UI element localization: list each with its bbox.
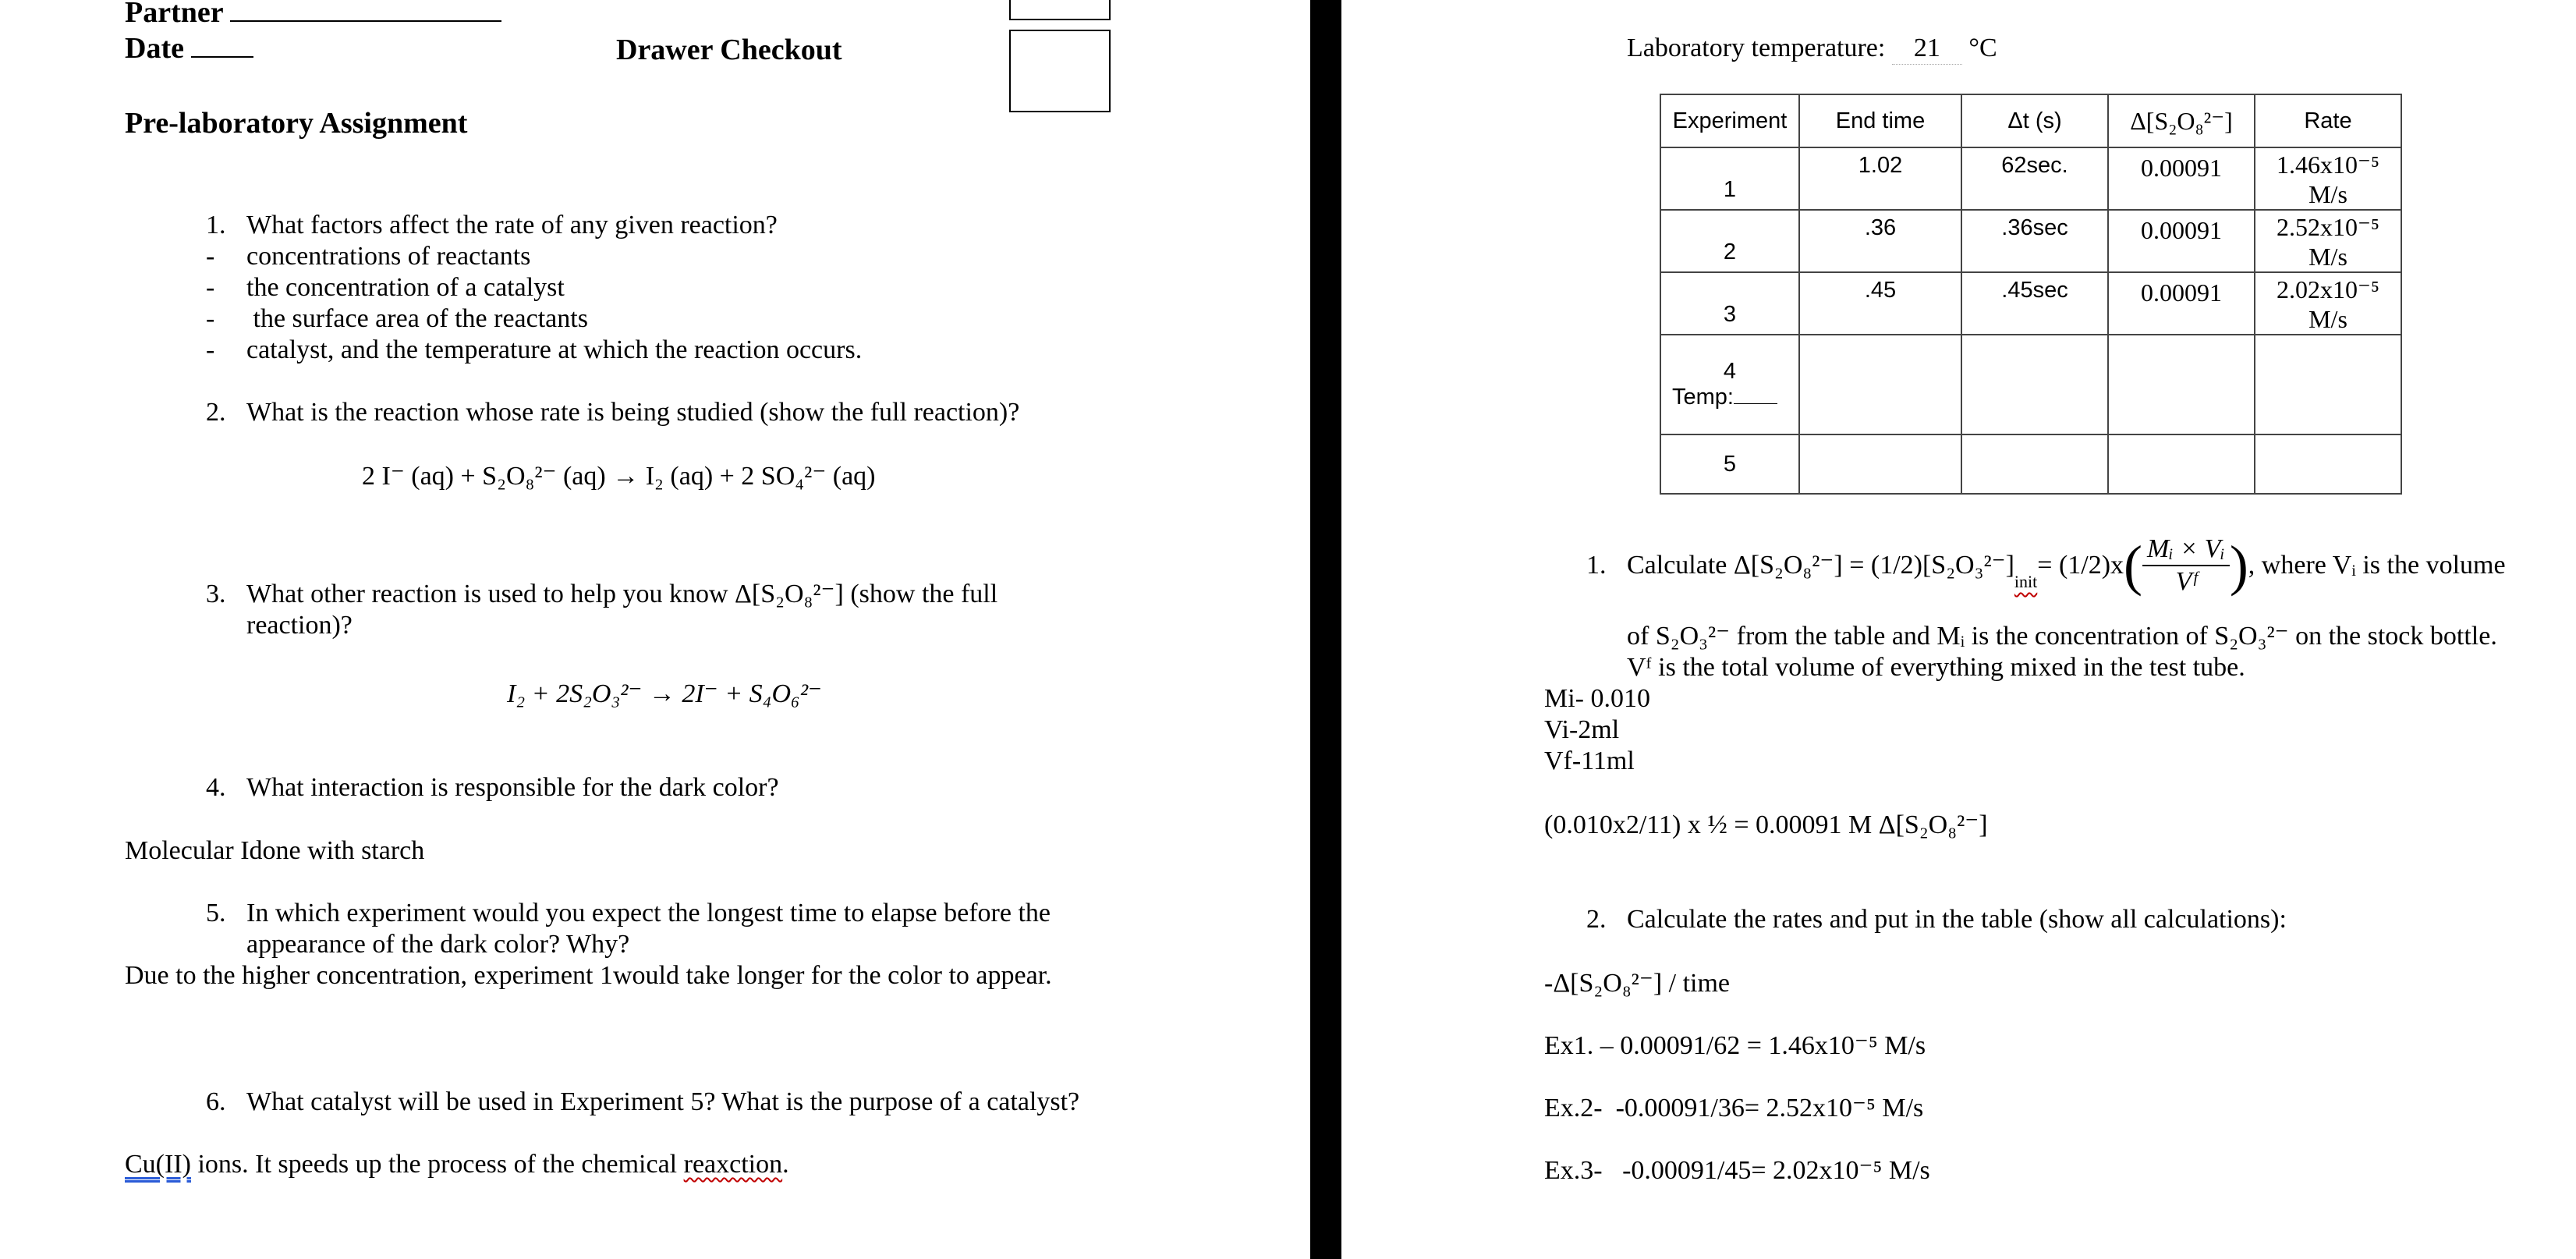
cell-delta-conc[interactable]: 0.00091	[2108, 210, 2255, 272]
calc-1-line2: of S₂O₃²⁻ from the table and Mᵢ is the concentration of S₂O₃²⁻ on the stock bottle.	[1627, 622, 2497, 651]
cell-delta-t[interactable]: .45sec	[1961, 272, 2108, 335]
partner-blank[interactable]	[230, 0, 501, 22]
answer-text: the surface area of the reactants	[246, 304, 588, 333]
table-row	[1660, 210, 2401, 272]
header-experiment: Experiment	[1660, 94, 1799, 147]
calc-1-line3: Vᶠ is the total volume of everything mixed in the test tube.	[1627, 653, 2245, 682]
table-header-row	[1660, 94, 2401, 147]
answer-1-item	[206, 303, 588, 335]
question-2	[206, 397, 1019, 428]
table-row	[1660, 272, 2401, 335]
answer-5: Due to the higher concentration, experiment 1would take longer for the color to appear.	[125, 961, 1052, 990]
bullet: -	[206, 335, 215, 364]
question-1-text: What factors affect the rate of any given reaction?	[246, 211, 778, 239]
cell-end-time[interactable]	[1799, 335, 1961, 434]
experiment-number: 1	[1723, 177, 1737, 202]
calc-1-subscript: init	[2014, 572, 2038, 591]
cell-delta-conc[interactable]: 0.00091	[2108, 272, 2255, 335]
drawer-checkout-box[interactable]	[1009, 30, 1111, 112]
question-3-line2: reaction)?	[246, 611, 353, 640]
reaction-1: 2 I⁻ (aq) + S₂O₈²⁻ (aq) → I₂ (aq) + 2 SO₄²⁻ (aq)	[362, 462, 876, 491]
reaction-2: I₂ + 2S₂O₃²⁻ → 2I⁻ + S₄O₆²⁻	[507, 679, 822, 708]
cell-delta-t[interactable]	[1961, 434, 2108, 494]
cell-delta-conc[interactable]: 0.00091	[2108, 147, 2255, 210]
experiment-number: 3	[1723, 302, 1737, 327]
paren-open: (	[2124, 534, 2143, 597]
cell-end-time[interactable]	[1799, 434, 1961, 494]
question-4	[206, 772, 779, 803]
rate-calc-line: Ex.2- -0.00091/36= 2.52x10⁻⁵ M/s	[1544, 1094, 1924, 1122]
cell-rate[interactable]: 1.46x10⁻⁵ M/s	[2255, 147, 2401, 210]
fraction-denominator: Vᶠ	[2175, 567, 2197, 596]
temp-blank[interactable]	[1734, 386, 1777, 404]
cell-rate[interactable]	[2255, 434, 2401, 494]
table-row	[1660, 434, 2401, 494]
cell-experiment	[1660, 210, 1799, 272]
cell-end-time[interactable]: .36	[1799, 210, 1961, 272]
question-5-number: 5.	[206, 899, 226, 927]
answer-6	[125, 1149, 789, 1180]
cell-rate[interactable]: 2.52x10⁻⁵ M/s	[2255, 210, 2401, 272]
drawer-checkout-label: Drawer Checkout	[616, 34, 842, 66]
cell-end-time[interactable]: 1.02	[1799, 147, 1961, 210]
temp-label: Temp:	[1672, 385, 1734, 410]
question-4-text: What interaction is responsible for the dark color?	[246, 773, 779, 802]
data-table	[1660, 94, 2402, 495]
cell-delta-t[interactable]	[1961, 335, 2108, 434]
given-value: Vi-2ml	[1544, 715, 1620, 744]
calc-1-line1	[1586, 534, 2506, 598]
cell-end-time[interactable]: .45	[1799, 272, 1961, 335]
answer-6-misspelled-word: reaxction	[683, 1150, 783, 1179]
question-6-number: 6.	[206, 1087, 226, 1116]
question-3	[206, 579, 997, 610]
header-delta-conc: Δ[S₂O₈²⁻]	[2108, 94, 2255, 147]
question-5	[206, 898, 1051, 929]
calc-1-prefix: Calculate Δ[S₂O₈²⁻] = (1/2)[S₂O₃²⁻]	[1627, 551, 2014, 580]
lab-temperature	[1627, 33, 1997, 65]
header-end-time: End time	[1799, 94, 1961, 147]
cell-experiment	[1660, 147, 1799, 210]
date-label: Date	[125, 32, 184, 65]
page-divider	[1310, 0, 1341, 1259]
question-5-text: In which experiment would you expect the longest time to elapse before the	[246, 899, 1051, 927]
cell-experiment	[1660, 272, 1799, 335]
calc-2-text: Calculate the rates and put in the table (show all calculations):	[1627, 905, 2287, 934]
header-rate: Rate	[2255, 94, 2401, 147]
answer-1-item	[206, 241, 530, 272]
checkbox-top[interactable]	[1009, 0, 1111, 20]
experiment-number: 2	[1723, 239, 1737, 264]
fraction-numerator: Mᵢ × Vᵢ	[2142, 534, 2230, 566]
cell-experiment: 5	[1660, 434, 1799, 494]
answer-1-item	[206, 335, 862, 366]
question-6	[206, 1087, 1079, 1118]
section-title: Pre-laboratory Assignment	[125, 107, 468, 140]
answer-6-period: .	[782, 1150, 789, 1179]
question-3-number: 3.	[206, 580, 226, 608]
temp-field[interactable]	[1661, 385, 1798, 410]
question-1	[206, 210, 778, 241]
answer-text: catalyst, and the temperature at which the reaction occurs.	[246, 335, 863, 364]
experiment-number: 4	[1723, 359, 1737, 384]
fraction	[2142, 534, 2230, 598]
answer-text: the concentration of a catalyst	[246, 273, 565, 302]
question-4-number: 4.	[206, 773, 226, 802]
calc-1-mid: = (1/2)x	[2037, 551, 2124, 580]
partner-line	[125, 0, 501, 30]
answer-6-catalyst: Cu(II)	[125, 1150, 191, 1179]
rate-calc-line: Ex1. – 0.00091/62 = 1.46x10⁻⁵ M/s	[1544, 1031, 1926, 1060]
cell-delta-conc[interactable]	[2108, 434, 2255, 494]
calc-1-result: (0.010x2/11) x ½ = 0.00091 M Δ[S₂O₈²⁻]	[1544, 810, 1988, 839]
cell-rate[interactable]	[2255, 335, 2401, 434]
lab-temperature-value[interactable]: 21	[1892, 33, 1962, 65]
cell-delta-t[interactable]: .36sec	[1961, 210, 2108, 272]
cell-rate[interactable]: 2.02x10⁻⁵ M/s	[2255, 272, 2401, 335]
question-2-number: 2.	[206, 398, 226, 427]
calc-1-number: 1.	[1586, 551, 1607, 580]
given-value: Vf-11ml	[1544, 747, 1635, 775]
calc-2	[1586, 904, 2287, 935]
lab-temperature-label: Laboratory temperature:	[1627, 34, 1886, 62]
question-2-text: What is the reaction whose rate is being studied (show the full reaction)?	[246, 398, 1020, 427]
paren-close: )	[2229, 534, 2248, 597]
cell-experiment	[1660, 335, 1799, 434]
date-blank[interactable]	[191, 33, 253, 58]
bullet: -	[206, 242, 215, 271]
bullet: -	[206, 304, 215, 333]
bullet: -	[206, 273, 215, 302]
answer-text: concentrations of reactants	[246, 242, 531, 271]
partner-label: Partner	[125, 0, 223, 29]
calc-1-suffix: , where Vᵢ is the volume	[2248, 551, 2506, 580]
date-line	[125, 31, 253, 66]
calc-2-number: 2.	[1586, 905, 1607, 934]
lab-temperature-unit: °C	[1968, 34, 1997, 62]
question-5-line2: appearance of the dark color? Why?	[246, 930, 630, 959]
question-3-text: What other reaction is used to help you know Δ[S₂O₈²⁻] (show the full	[246, 580, 998, 608]
right-page	[1341, 0, 2576, 1259]
table-row	[1660, 147, 2401, 210]
table-row	[1660, 335, 2401, 434]
question-6-text: What catalyst will be used in Experiment 5? What is the purpose of a catalyst?	[246, 1087, 1080, 1116]
cell-delta-conc[interactable]	[2108, 335, 2255, 434]
answer-1-item	[206, 272, 565, 303]
rate-calc-line: Ex.3- -0.00091/45= 2.02x10⁻⁵ M/s	[1544, 1156, 1930, 1185]
cell-delta-t[interactable]: 62sec.	[1961, 147, 2108, 210]
header-delta-t: Δt (s)	[1961, 94, 2108, 147]
question-1-number: 1.	[206, 211, 226, 239]
given-value: Mi- 0.010	[1544, 684, 1650, 713]
answer-4: Molecular Idone with starch	[125, 836, 425, 865]
rate-formula: -Δ[S₂O₈²⁻] / time	[1544, 969, 1731, 998]
answer-6-text: ions. It speeds up the process of the chemical	[190, 1150, 684, 1179]
